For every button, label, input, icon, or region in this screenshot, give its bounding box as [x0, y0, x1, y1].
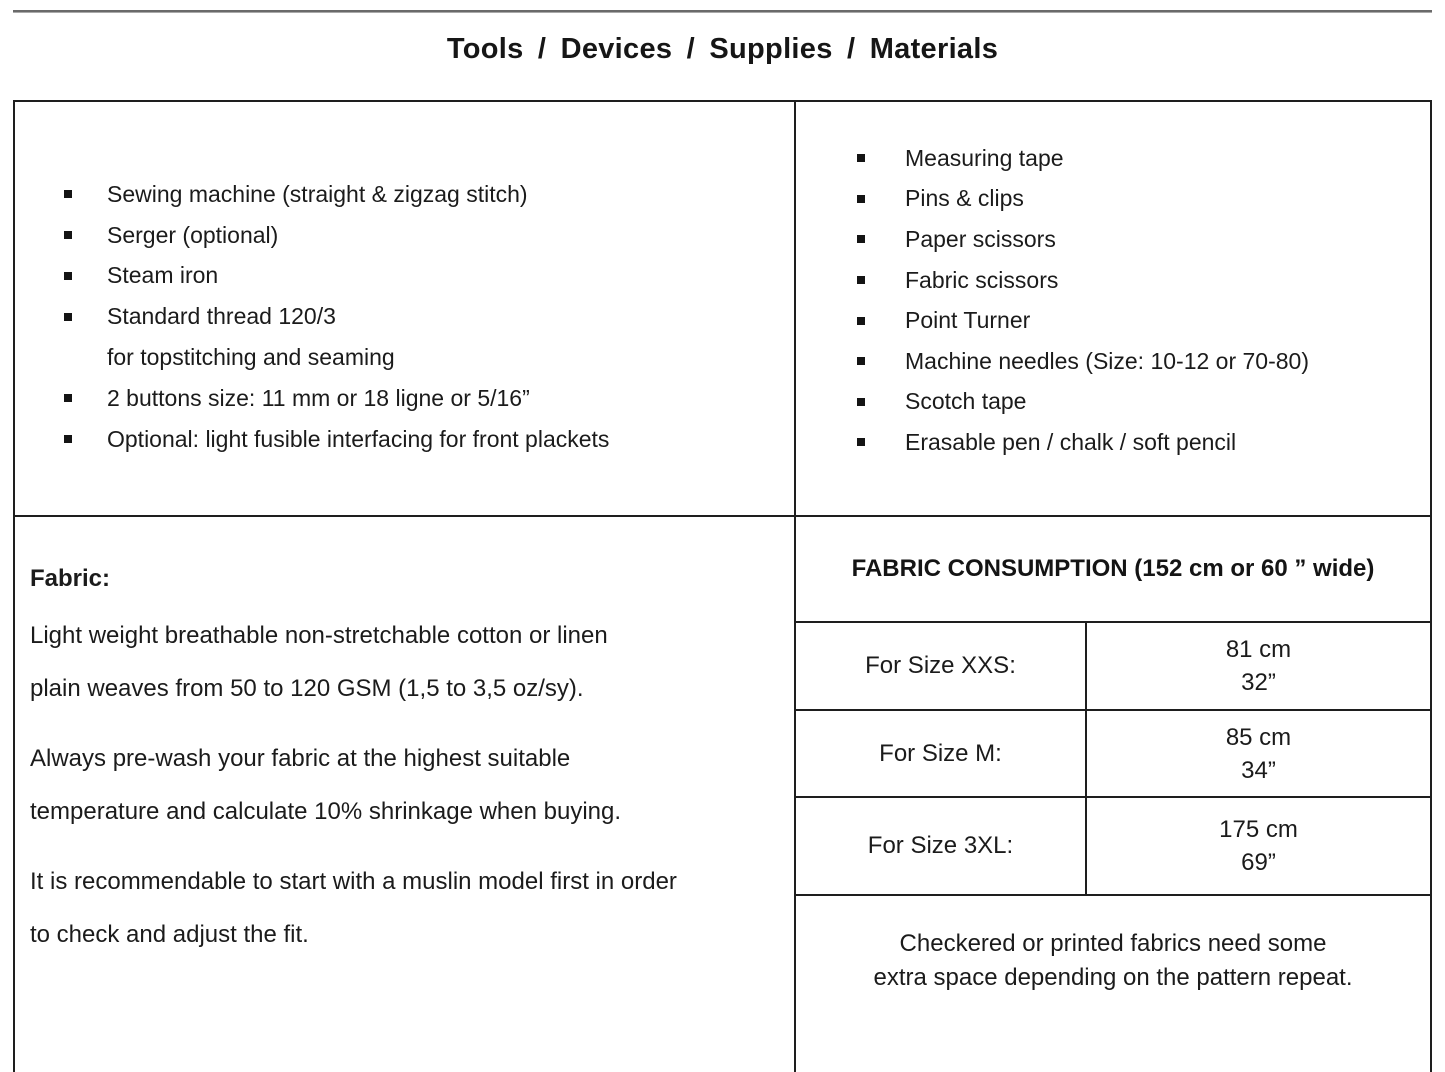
- list-item-label: Sewing machine (straight & zigzag stitch): [107, 180, 528, 207]
- value-cm: 81 cm: [1225, 636, 1292, 663]
- list-item: [857, 341, 1420, 382]
- list-item: [857, 422, 1420, 463]
- bullet-square-icon: [64, 231, 72, 239]
- fabric-line: Light weight breathable non-stretchable cotton or linen: [30, 622, 608, 649]
- list-item: [64, 378, 784, 419]
- bullet-square-icon: [857, 398, 865, 406]
- list-item: [857, 219, 1420, 260]
- bullet-square-icon: [857, 154, 865, 162]
- list-item: [64, 296, 784, 337]
- value-inch: 32”: [1241, 669, 1276, 696]
- list-item-label: Machine needles (Size: 10-12 or 70-80): [905, 347, 1310, 374]
- bullet-square-icon: [857, 317, 865, 325]
- bullet-square-icon: [857, 438, 865, 446]
- size-value: [1087, 798, 1430, 894]
- tools-list-right: [796, 102, 1430, 517]
- list-item-label: for topstitching and seaming: [107, 344, 395, 371]
- bullet-square-icon: [64, 313, 72, 321]
- bullet-square-icon: [857, 235, 865, 243]
- fabric-paragraph: [30, 609, 764, 715]
- fabric-line: It is recommendable to start with a muslin model first in order: [30, 868, 677, 895]
- value-inch: 34”: [1241, 756, 1276, 784]
- size-value: [1087, 623, 1430, 709]
- list-item: [64, 256, 784, 297]
- size-label: For Size M:: [796, 711, 1087, 796]
- list-item: [64, 174, 784, 215]
- table-row: [796, 798, 1430, 896]
- list-item-continuation: [64, 337, 784, 378]
- page-title: Tools / Devices / Supplies / Materials: [446, 33, 999, 65]
- list-item-label: Optional: light fusible interfacing for front plackets: [107, 425, 610, 452]
- list-item-label: Measuring tape: [905, 144, 1064, 171]
- bullet-square-icon: [857, 276, 865, 284]
- list-item: [857, 300, 1420, 341]
- list-item-label: Steam iron: [107, 262, 219, 289]
- fabric-paragraph: [30, 855, 764, 961]
- consumption-note: [796, 896, 1430, 1072]
- value-inch: 69”: [1241, 849, 1276, 876]
- fabric-section: [15, 517, 796, 1072]
- list-item-label: Serger (optional): [107, 221, 279, 248]
- fabric-consumption-header: FABRIC CONSUMPTION (152 cm or 60 ” wide): [796, 517, 1430, 623]
- fabric-line: plain weaves from 50 to 120 GSM (1,5 to 3,5 oz/sy).: [30, 675, 584, 702]
- bullet-square-icon: [64, 272, 72, 280]
- size-value: [1087, 711, 1430, 796]
- list-item-label: Erasable pen / chalk / soft pencil: [905, 428, 1237, 455]
- list-item-label: Fabric scissors: [905, 266, 1059, 293]
- list-item-label: Scotch tape: [905, 388, 1027, 415]
- bullet-square-icon: [64, 394, 72, 402]
- list-item-label: Pins & clips: [905, 185, 1024, 212]
- value-cm: 85 cm: [1225, 723, 1292, 751]
- list-item: [857, 179, 1420, 220]
- header-rule: [13, 10, 1432, 13]
- table-row: [796, 623, 1430, 711]
- tools-list-left: [15, 102, 796, 517]
- fabric-line: temperature and calculate 10% shrinkage when buying.: [30, 798, 622, 825]
- bullet-square-icon: [857, 195, 865, 203]
- table-row: [796, 711, 1430, 798]
- bullet-square-icon: [857, 357, 865, 365]
- note-line: Checkered or printed fabrics need some: [899, 930, 1327, 957]
- fabric-paragraph: [30, 732, 764, 838]
- fabric-heading: Fabric:: [30, 565, 111, 592]
- size-label: For Size 3XL:: [796, 798, 1087, 894]
- list-item-label: Paper scissors: [905, 225, 1056, 252]
- list-item: [857, 260, 1420, 301]
- fabric-consumption-section: [796, 517, 1430, 1072]
- note-line: extra space depending on the pattern repeat.: [873, 964, 1353, 991]
- list-item: [64, 419, 784, 460]
- fabric-line: Always pre-wash your fabric at the highest suitable: [30, 745, 571, 772]
- list-item: [857, 382, 1420, 423]
- fabric-line: to check and adjust the fit.: [30, 921, 309, 948]
- list-item: [857, 138, 1420, 179]
- list-item-label: Standard thread 120/3: [107, 303, 336, 330]
- size-label: For Size XXS:: [796, 623, 1087, 709]
- value-cm: 175 cm: [1219, 816, 1298, 843]
- list-item-label: 2 buttons size: 11 mm or 18 ligne or 5/16”: [107, 384, 530, 411]
- list-item: [64, 215, 784, 256]
- document-table: [13, 100, 1432, 1072]
- bullet-square-icon: [64, 435, 72, 443]
- list-item-label: Point Turner: [905, 307, 1031, 334]
- bullet-square-icon: [64, 190, 72, 198]
